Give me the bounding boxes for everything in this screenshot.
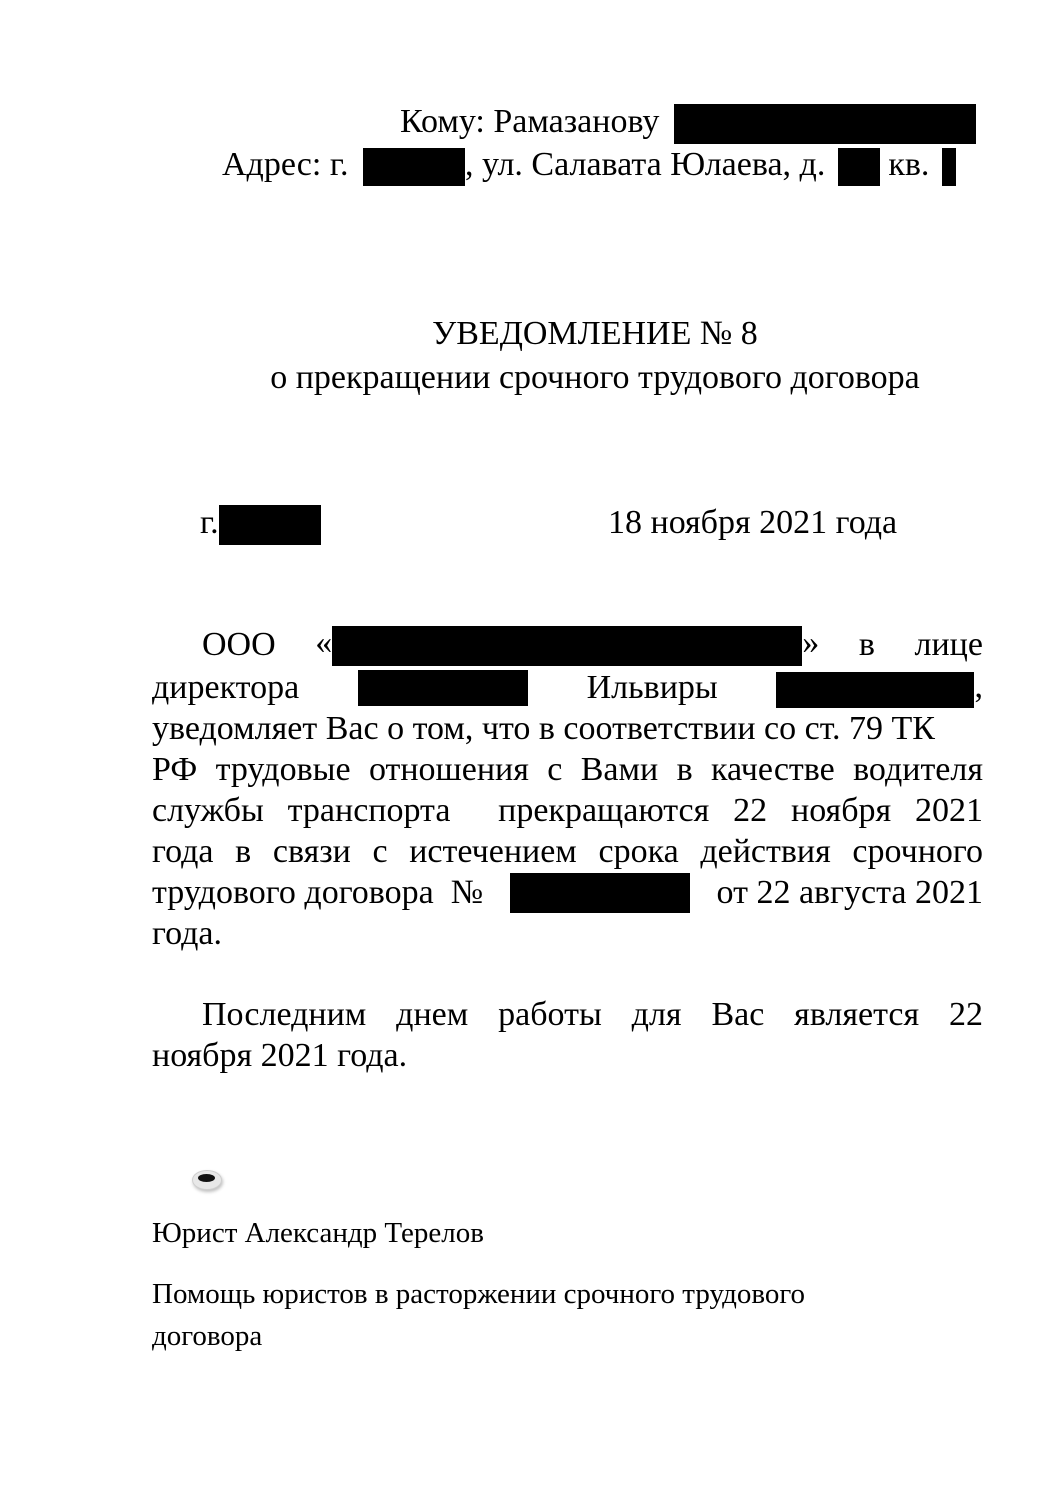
body-word: лице [914, 626, 983, 663]
address-line [222, 145, 956, 186]
document-subtitle: о прекращении срочного трудового договора [270, 359, 920, 396]
body-line: года. [152, 915, 223, 952]
body-text: трудового договора № [152, 874, 484, 911]
body-line [152, 668, 983, 708]
redaction-block [776, 672, 974, 708]
body-word: ООО [202, 626, 276, 663]
body-word: в [858, 626, 875, 663]
body-word: директора [152, 669, 300, 706]
redaction-block [942, 148, 956, 186]
director-surname [776, 668, 983, 707]
body-line: службы транспорта прекращаются 22 ноября 2021 [152, 792, 983, 829]
redaction-block [358, 670, 528, 706]
body-line: ноября 2021 года. [152, 1037, 408, 1074]
company-name [315, 624, 819, 665]
body-line [152, 625, 983, 665]
body-line: РФ трудовые отношения с Вами в качестве водителя [152, 751, 983, 788]
bullet-icon [192, 1170, 222, 1190]
document-title: УВЕДОМЛЕНИЕ № 8 [432, 315, 758, 352]
redaction-block [219, 505, 321, 545]
document-date: 18 ноября 2021 года [608, 504, 898, 541]
city-line [200, 503, 321, 545]
body-line [152, 873, 983, 913]
addressee-label: Кому: Рамазанову [400, 103, 660, 140]
quote-close: » [802, 624, 820, 662]
address-street: , ул. Салавата Юлаева, д. [464, 146, 826, 183]
addressee-line [400, 102, 976, 144]
author-line: Юрист Александр Терелов [152, 1217, 484, 1249]
body-text: от 22 августа 2021 [716, 874, 983, 911]
redaction-block [363, 148, 465, 186]
redaction-block [674, 104, 976, 144]
quote-open: « [315, 624, 333, 662]
body-line: Последним днем работы для Вас является 22 [202, 996, 983, 1033]
redaction-block [510, 873, 690, 913]
body-line [152, 709, 983, 749]
redaction-block [838, 148, 880, 186]
address-apt: кв. [888, 146, 930, 183]
caption-line: договора [152, 1320, 263, 1352]
body-line: года в связи с истечением срока действия срочного [152, 833, 983, 870]
body-text: уведомляет Вас о том, что в соответствии со ст. 79 ТК [152, 710, 935, 747]
redaction-block [332, 626, 802, 666]
city-prefix: г. [200, 504, 219, 541]
address-prefix: Адрес: г. [222, 146, 349, 183]
comma: , [974, 668, 983, 706]
body-word: Ильвиры [586, 669, 718, 706]
caption-line: Помощь юристов в расторжении срочного трудового [152, 1278, 806, 1310]
